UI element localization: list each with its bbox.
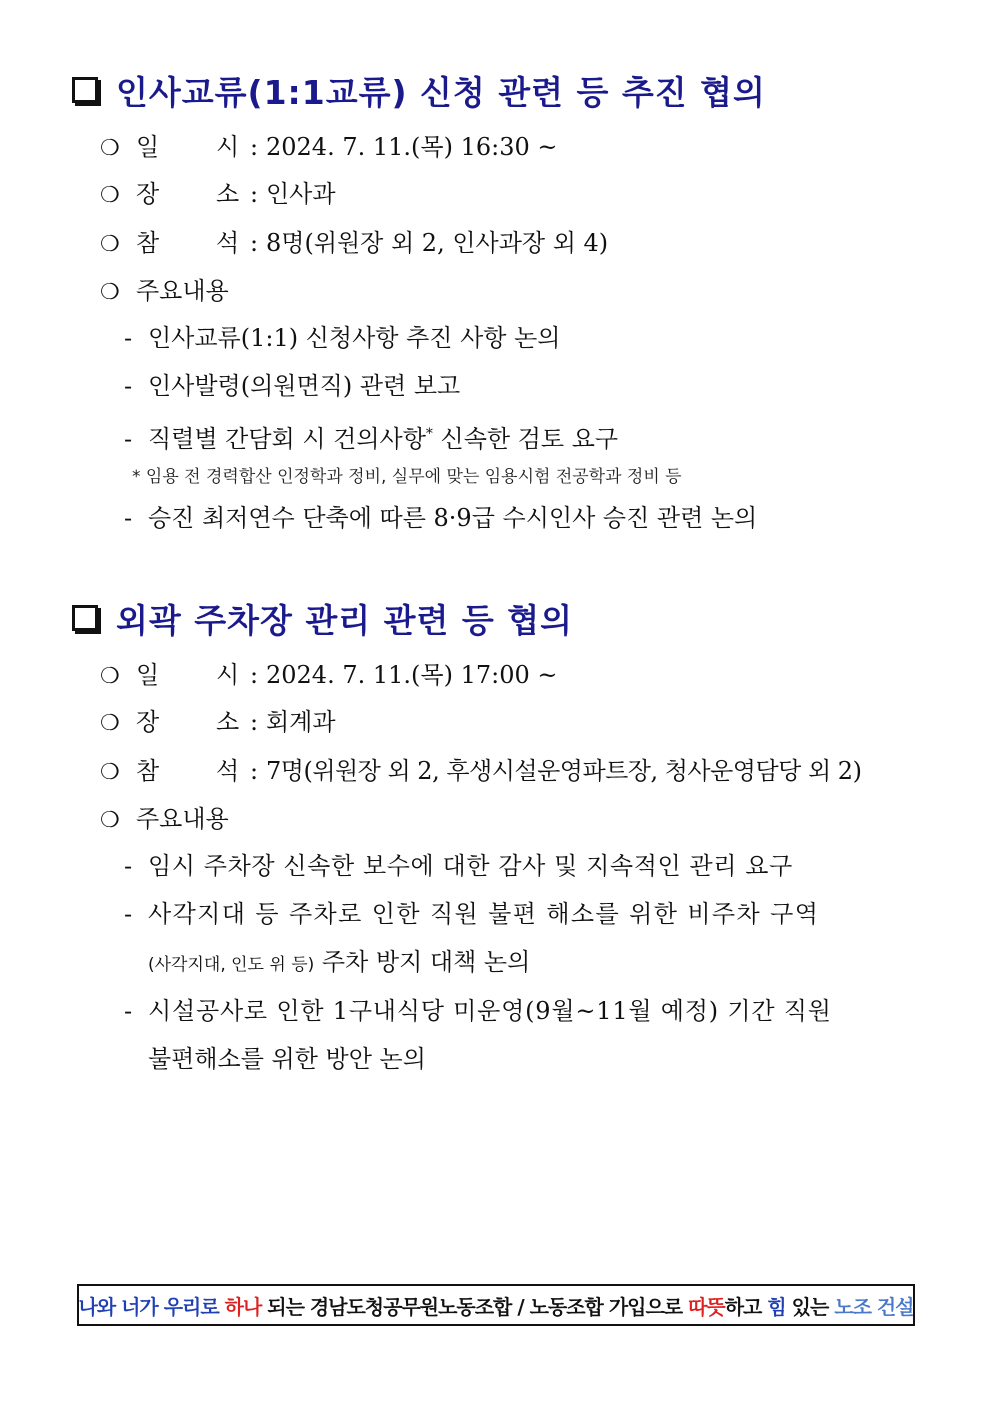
list-item: - 시설공사로 인한 1구내식당 미운영(9월~11월 예정) 기간 직원	[124, 997, 832, 1025]
circle-bullet-icon: ❍	[100, 664, 120, 689]
section-2-heading	[72, 596, 573, 640]
attendees-value: 8명(위원장 외 2, 인사과장 외 4)	[266, 229, 609, 257]
checkbox-square-icon	[72, 605, 98, 631]
date-row	[100, 131, 557, 165]
date-value: 2024. 7. 11.(목) 17:00 ~	[266, 661, 558, 689]
content-label: 주요내용	[136, 805, 229, 833]
circle-bullet-icon: ❍	[100, 183, 120, 208]
attendees-label: 참 석 :	[136, 757, 259, 785]
date-label: 일 시 :	[136, 661, 259, 689]
circle-bullet-icon: ❍	[100, 280, 120, 305]
place-row	[100, 706, 336, 740]
place-label: 장 소 :	[136, 708, 259, 736]
content-row	[100, 803, 229, 837]
union-slogan-banner: 나와 너가 우리로 하나 되는 경남도청공무원노동조합 / 노동조합 가입으로 따뜻 하고 힘 있는 노조 건설	[77, 1284, 915, 1326]
attendees-value: 7명(위원장 외 2, 후생시설운영파트장, 청사운영담당 외 2)	[266, 757, 862, 785]
attendees-row	[100, 755, 861, 789]
list-item: - 인사교류(1:1) 신청사항 추진 사항 논의	[124, 324, 561, 352]
list-item: - 사각지대 등 주차로 인한 직원 불편 해소를 위한 비주차 구역	[124, 900, 820, 928]
circle-bullet-icon: ❍	[100, 136, 120, 161]
circle-bullet-icon: ❍	[100, 711, 120, 736]
list-item: - 직렬별 간담회 시 건의사항* 신속한 검토 요구	[124, 425, 619, 453]
checkbox-square-icon	[72, 77, 98, 103]
section-1-heading	[72, 68, 766, 112]
list-item-continuation: 불편해소를 위한 방안 논의	[148, 1045, 426, 1073]
attendees-label: 참 석 :	[136, 229, 259, 257]
place-value: 회계과	[266, 708, 336, 736]
section-1-title: 인사교류(1:1교류) 신청 관련 등 추진 협의	[116, 72, 766, 112]
circle-bullet-icon: ❍	[100, 232, 120, 257]
section-2-title: 외곽 주차장 관리 관련 등 협의	[116, 600, 573, 640]
place-value: 인사과	[266, 180, 336, 208]
date-label: 일 시 :	[136, 133, 259, 161]
list-item: - 승진 최저연수 단축에 따른 8·9급 수시인사 승진 관련 논의	[124, 504, 758, 532]
place-label: 장 소 :	[136, 180, 259, 208]
content-label: 주요내용	[136, 277, 229, 305]
footnote: * 임용 전 경력합산 인정학과 정비, 실무에 맞는 임용시험 전공학과 정비 등	[132, 467, 682, 487]
circle-bullet-icon: ❍	[100, 808, 120, 833]
date-row	[100, 659, 557, 693]
content-row	[100, 275, 229, 309]
attendees-row	[100, 227, 608, 261]
list-item: - 임시 주차장 신속한 보수에 대한 감사 및 지속적인 관리 요구	[124, 852, 793, 880]
place-row	[100, 178, 336, 212]
list-item: - 인사발령(의원면직) 관련 보고	[124, 372, 461, 400]
date-value: 2024. 7. 11.(목) 16:30 ~	[266, 133, 558, 161]
list-item-continuation: (사각지대, 인도 위 등) 주차 방지 대책 논의	[148, 948, 531, 976]
circle-bullet-icon: ❍	[100, 760, 120, 785]
